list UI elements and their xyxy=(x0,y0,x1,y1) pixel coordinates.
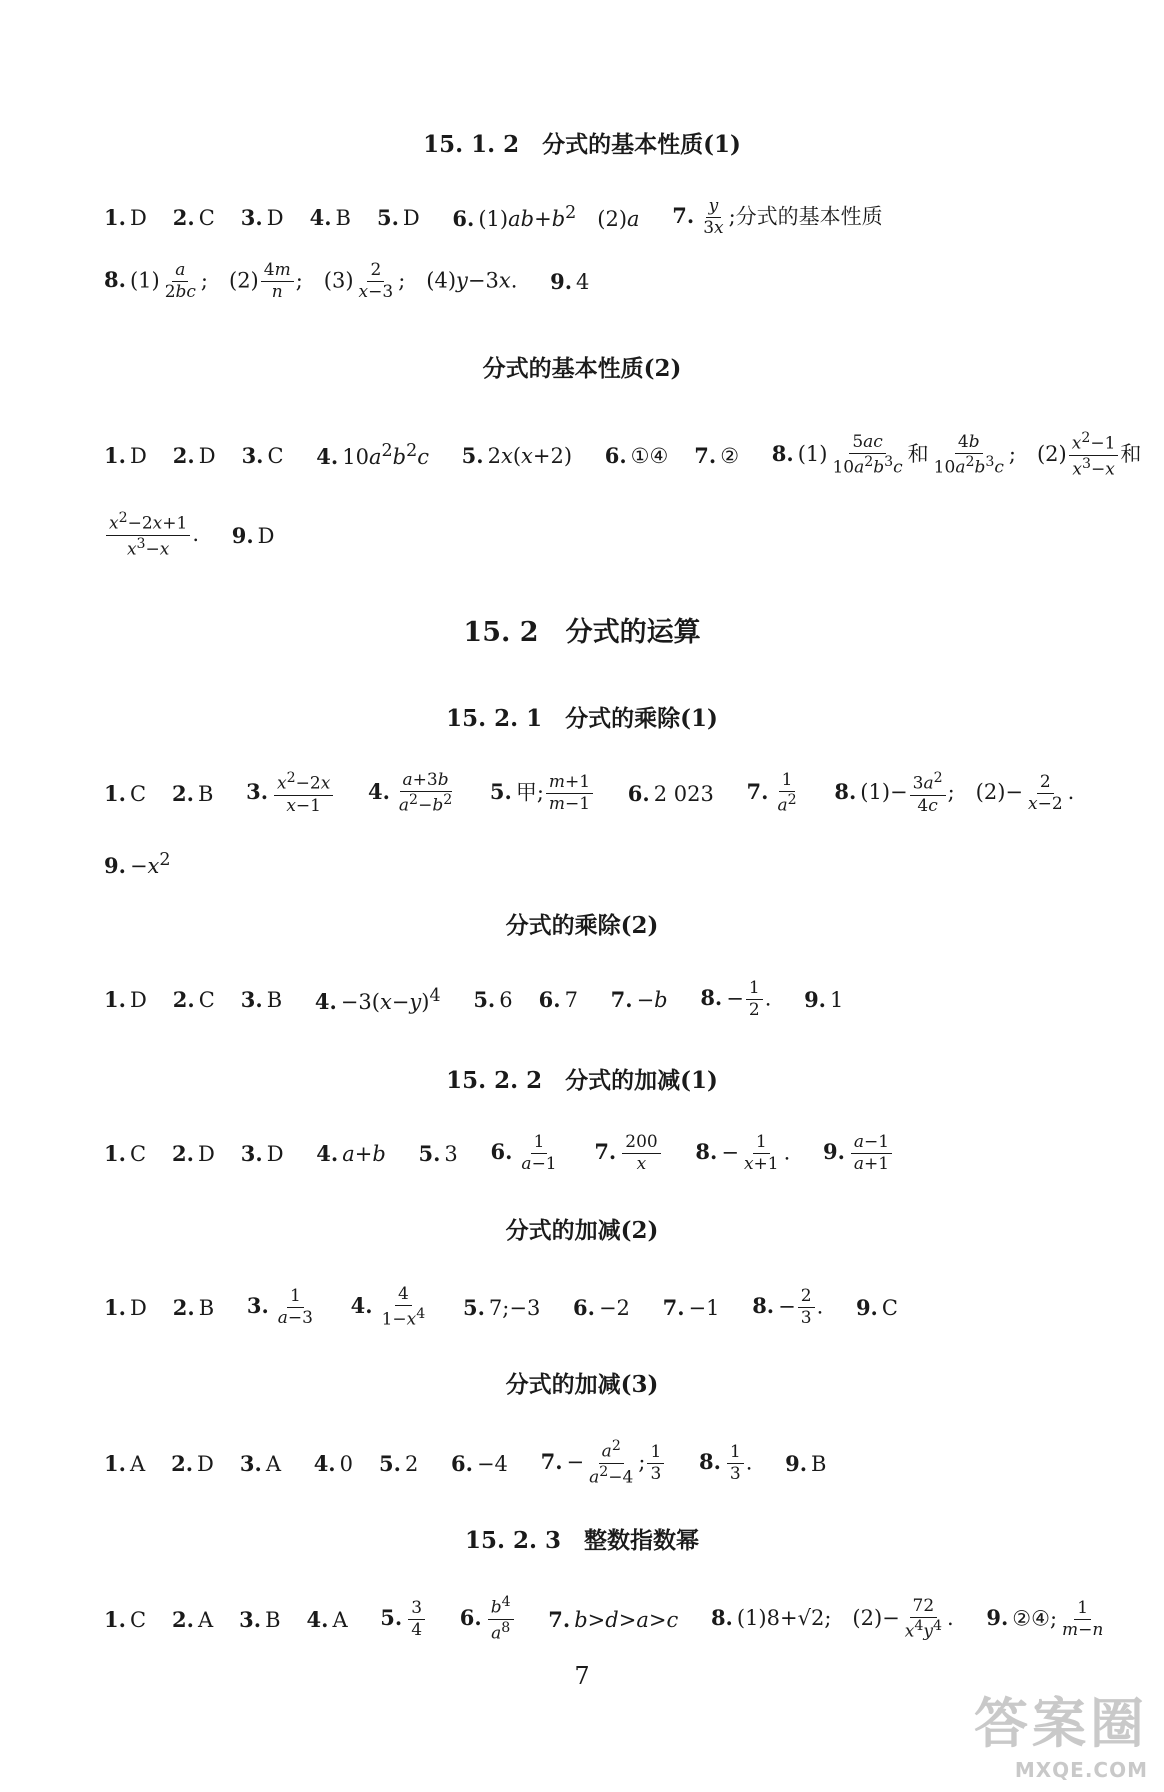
answer-line: 1. C 2. B 3. $\frac{x^2-2x}{x-1}$ 4. $\frac{a+3b}{a^2-b^2}$ 5. 甲; $\frac{m+1}{m-1}$ 6. 2 023 7. $\frac{1}{a^2}$ 8. (1)− $\frac{3a^2}{4c}$ ; (2)− $\frac{2}{x-2}$ . xyxy=(104,770,1075,816)
answer-line: 1. C 2. D 3. D 4. a+b 5. 3 6. $\frac{1}{a-1}$ 7. $\frac{200}{x}$ 8. − $\frac{1}{x+1}$ . 9. $\frac{a-1}{a+1}$ xyxy=(104,1132,1094,1176)
answer-line: 1. C 2. A 3. B 4. A 5. $\frac{3}{4}$ 6. $\frac{b^4}{a^8}$ 7. b>d>a>c 8. (1)8+√2; (2)− $\frac{72}{x^4y^4}$ . 9. ②④; $\frac{1}{m-n}$ xyxy=(104,1594,1104,1644)
section-title: 分式的加减(3) xyxy=(505,1371,659,1398)
section-title: 分式的基本性质(2) xyxy=(482,355,682,382)
section-title: 15. 1. 2 分式的基本性质(1) xyxy=(423,131,741,158)
page-number: 7 xyxy=(574,1662,590,1690)
section-title: 分式的加减(2) xyxy=(505,1217,659,1244)
watermark xyxy=(974,1681,1148,1782)
answer-line: 9. $-x^2$ xyxy=(104,850,171,878)
watermark-logo: 答案圈 xyxy=(974,1692,1148,1755)
section-title: 15. 2. 3 整数指数幂 xyxy=(464,1527,700,1554)
answer-line: 1. D 2. C 3. D 4. B 5. D 6. $(1)ab+b^2$ (2)a 7. $\frac{y}{3x}$ ;分式的基本性质 xyxy=(104,196,883,239)
answer-line: 8. (1) $\frac{a}{2bc}$ ; (2) $\frac{4m}{n}$ ; (3) $\frac{2}{x-3}$ ; (4)y−3x. 9. 4 xyxy=(104,260,590,303)
section-title: 分式的乘除(2) xyxy=(505,912,659,939)
section-title: 15. 2. 1 分式的乘除(1) xyxy=(446,705,718,732)
answer-line: $\frac{x^2-2x+1}{x^3-x}$ . 9. D xyxy=(104,510,1094,561)
section-title: 15. 2. 2 分式的加减(1) xyxy=(446,1067,718,1094)
answer-line: 1. D 2. B 3. $\frac{1}{a-3}$ 4. $\frac{4}{1-x^4}$ 5. 7;−3 6. −2 7. −1 8. − $\frac{2}{3}$ . 9. C xyxy=(104,1284,898,1330)
watermark-url: MXQE.COM xyxy=(1014,1758,1148,1782)
answer-line: 1. A 2. D 3. A 4. 0 5. 2 6. −4 7. − $\frac{a^2}{a^2-4}$ ; $\frac{1}{3}$ 8. $\frac{1}{3}$ . 9. B xyxy=(104,1438,827,1488)
answer-line: 1. D 2. D 3. C 4. $10a^2b^2c$ 5. 2x(x+2) 6. ①④ 7. ② 8. (1) $\frac{5ac}{10a^2b^3c}$ 和 $\frac{4b}{10a^2b^3c}$ ; (2) $\frac{x^2-1}{x^3-x}$ 和 xyxy=(104,430,1142,480)
chapter-title: 15. 2 分式的运算 xyxy=(463,617,701,648)
answer-line: 1. D 2. C 3. B 4. $-3(x-y)^4$ 5. 6 6. 7 7. −b 8. − $\frac{1}{2}$ . 9. 1 xyxy=(104,978,844,1021)
